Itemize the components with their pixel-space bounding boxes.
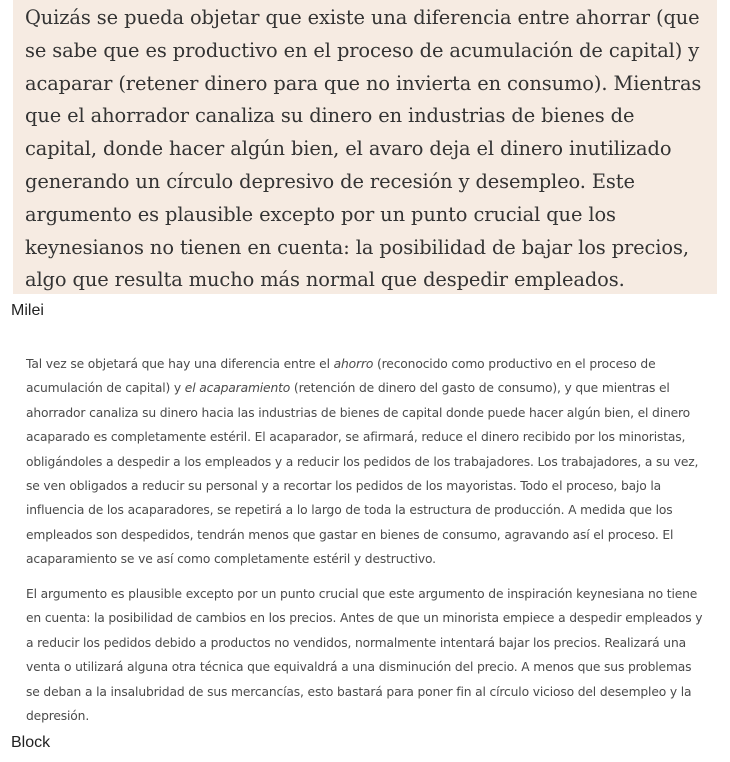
milei-caption: Milei [11, 302, 44, 319]
block-paragraph-1 [26, 352, 704, 572]
block-p1-text-start: Tal vez se objetará que hay una diferencia entre el [26, 357, 334, 371]
block-caption: Block [11, 734, 51, 751]
block-p1-text-end: (retención de dinero del gasto de consumo), y que mientras el ahorrador canaliza su dinero hacia las industrias de bienes de capital donde puede hacer algún bien, el dinero acaparado es completamente estéril. El acaparador, se afirmará, reduce el dinero recibido por los minoristas, obligándoles a despedir a los empleados y a reducir los pedidos de los trabajadores. Los trabajadores, a su vez, se ven obligados a reducir su personal y a recortar los pedidos de los mayoristas. Todo el proceso, bajo la influencia de los acaparadores, se repetirá a lo largo de toda la estructura de producción. A medida que los empleados son despedidos, tendrán menos que gastar en bienes de consumo, agravando así el proceso. El acaparamiento se ve así como completamente estéril y destructivo. [26, 381, 699, 567]
milei-quote-text: Quizás se pueda objetar que existe una diferencia entre ahorrar (que se sabe que es productivo en el proceso de acumulación de capital) y acaparar (retener dinero para que no invierta en consumo). Mientras que el ahorrador canaliza su dinero en industrias de bienes de capital, donde hacer algún bien, el avaro deja el dinero inutilizado generando un círculo depresivo de recesión y desempleo. Este argumento es plausible excepto por un punto crucial que los keynesianos no tienen en cuenta: la posibilidad de bajar los precios, algo que resulta mucho más normal que despedir empleados. [25, 6, 702, 292]
milei-quote-box [13, 0, 717, 294]
block-p1-acaparamiento: el acaparamiento [184, 381, 291, 396]
block-p1-text-middle: (reconocido como productivo en el proceso de acumulación de capital) y [26, 357, 656, 396]
block-p1-ahorro: ahorro [333, 357, 374, 371]
block-paragraph-2: El argumento es plausible excepto por un punto crucial que este argumento de inspiración keynesiana no tiene en cuenta: la posibilidad de cambios en los precios. Antes de que un minorista empiece a despedir empleados y a reducir los pedidos debido a productos no vendidos, normalmente intentará bajar los precios. Realizará una venta o utilizará alguna otra técnica que equivaldrá a una disminución del precio. A menos que sus problemas se deban a la insalubridad de sus mercancías, esto bastará para poner fin al círculo vicioso del desempleo y la depresión. [26, 587, 703, 724]
